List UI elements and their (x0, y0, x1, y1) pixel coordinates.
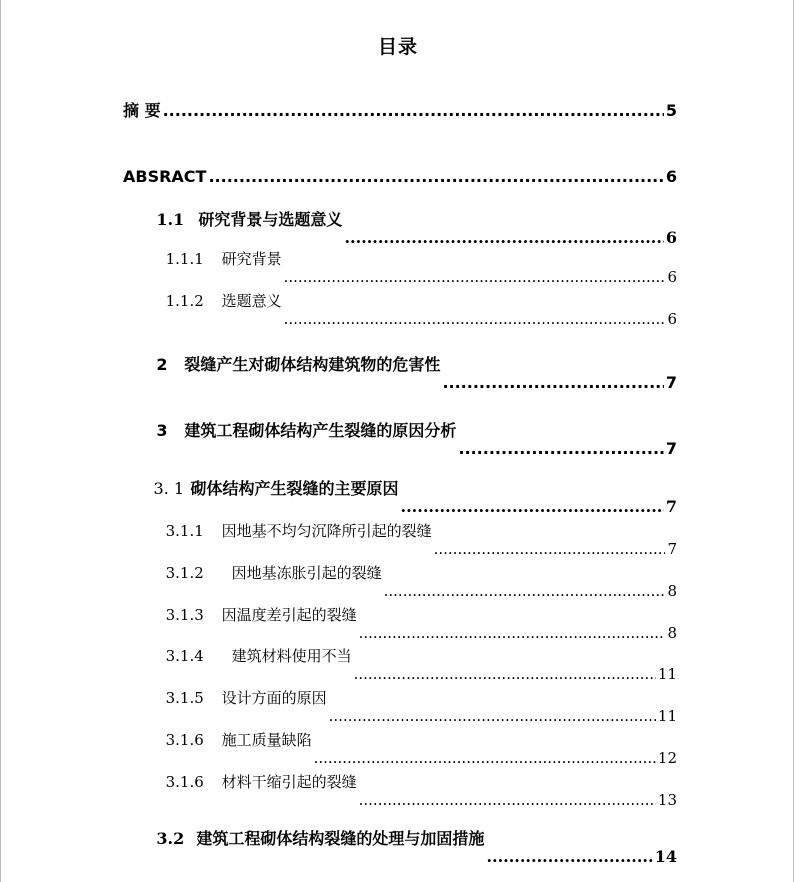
toc-entry-number: 2 (156, 355, 168, 374)
toc-entry-number: 3.2 (156, 829, 185, 848)
leader-dots (434, 540, 666, 558)
leader-dots (284, 310, 666, 328)
toc-entry-text: 因地基冻胀引起的裂缝 (231, 564, 382, 582)
leader-dots (486, 848, 652, 866)
leader-dots (284, 268, 666, 286)
toc-entry-text: 设计方面的原因 (221, 689, 327, 707)
toc-entry-number: 3.1.1 (165, 522, 204, 540)
toc-entry[interactable] (123, 829, 677, 866)
leader-dots (354, 665, 656, 683)
leader-dots (163, 102, 664, 120)
toc-entry-number: 3. 1 (153, 479, 185, 498)
leader-dots (458, 440, 663, 458)
toc-entry-number: 1.1.2 (165, 292, 204, 310)
toc-entry[interactable] (137, 773, 677, 809)
toc-entry-number: 3.1.2 (165, 564, 204, 582)
toc-page-number: 6 (667, 310, 677, 328)
toc-page-number: 7 (665, 373, 677, 392)
toc-entry-text: 因温度差引起的裂缝 (221, 606, 357, 624)
toc-page-number: 6 (665, 167, 677, 186)
toc-entry-number: 1.1.1 (165, 250, 204, 268)
leader-dots (359, 791, 656, 809)
toc-entry-text: 材料干缩引起的裂缝 (221, 773, 357, 791)
toc-page-number: 7 (665, 439, 677, 458)
leader-dots (359, 624, 666, 642)
toc-entry-text: 砌体结构产生裂缝的主要原因 (190, 479, 399, 498)
leader-dots (384, 582, 666, 600)
leader-dots (344, 229, 663, 247)
leader-dots (208, 168, 663, 186)
toc-page-number: 12 (657, 749, 677, 767)
toc-page-number: 6 (667, 268, 677, 286)
toc-entry-number: 3 (156, 421, 168, 440)
toc-entry-text: 建筑工程砌体结构裂缝的处理与加固措施 (196, 829, 485, 848)
toc-entry-number: 3.1.3 (165, 606, 204, 624)
toc-page-number: 7 (667, 540, 677, 558)
toc-entry-text: 选题意义 (221, 292, 282, 310)
toc-entry[interactable] (123, 98, 677, 120)
toc-page-number: 5 (665, 101, 677, 120)
toc-entry-text: 建筑工程砌体结构产生裂缝的原因分析 (184, 421, 457, 440)
toc-entry[interactable] (137, 292, 677, 328)
toc-entry-text: 研究背景与选题意义 (198, 210, 343, 229)
toc-page-number: 13 (657, 791, 677, 809)
toc-entry[interactable] (123, 164, 677, 186)
toc-page-number: 6 (665, 228, 677, 247)
toc-page-number: 11 (657, 707, 677, 725)
toc-entry-number: 1.1 (156, 210, 185, 229)
toc-entry-text: 因地基不均匀沉降所引起的裂缝 (221, 522, 432, 540)
toc-entry-number: 3.1.4 (165, 647, 204, 665)
toc-entry-text: 施工质量缺陷 (221, 731, 312, 749)
toc-page-number: 11 (657, 665, 677, 683)
toc-entry-text: 裂缝产生对砌体结构建筑物的危害性 (184, 355, 441, 374)
leader-dots (314, 749, 656, 767)
toc-entry[interactable] (123, 421, 677, 458)
toc-entry[interactable] (123, 355, 677, 392)
toc-entry-text: 建筑材料使用不当 (231, 647, 352, 665)
leader-dots (442, 374, 663, 392)
toc-page-number: 7 (665, 497, 677, 516)
toc-entry-text: 研究背景 (221, 250, 282, 268)
toc-entry-text: 摘 要 (123, 101, 161, 120)
toc-page-number: 14 (654, 847, 677, 866)
toc-entry-text: ABSRACT (123, 167, 207, 186)
toc-page-number: 8 (667, 582, 677, 600)
toc-page-number: 8 (667, 624, 677, 642)
toc-entry-number: 3.1.6 (165, 731, 204, 749)
toc-entry-number: 3.1.5 (165, 689, 204, 707)
leader-dots (401, 498, 664, 516)
toc-title: 目录 (377, 36, 418, 58)
leader-dots (329, 707, 656, 725)
toc-entry-number: 3.1.6 (165, 773, 204, 791)
